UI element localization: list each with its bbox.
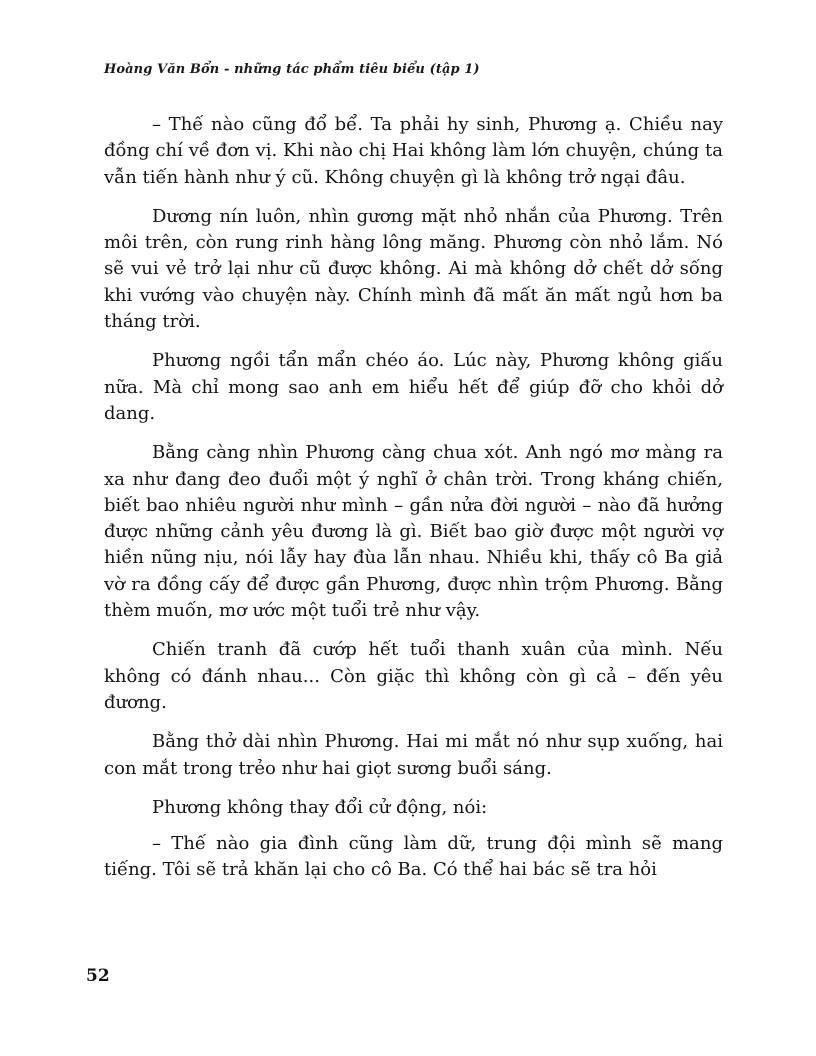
paragraph: Bằng càng nhìn Phương càng chua xót. Anh ngó mơ màng ra xa như đang đeo đuổi một ý nghĩ ở chân trời. Trong kháng chiến, biết bao nhiêu người như mình – gần nửa đời người – nào đã hưởng được những cảnh yêu đương là gì. Biết bao giờ được một người vợ hiền nũng nịu, nói lẫy hay đùa lẫn nhau. Nhiều khi, thấy cô Ba giả vờ ra đồng cấy để được gần Phương, được nhìn trộm Phương. Bằng thèm muốn, mơ ước một tuổi trẻ như vậy. [104, 442, 723, 622]
paragraph: – Thế nào cũng đổ bể. Ta phải hy sinh, Phương ạ. Chiều nay đồng chí về đơn vị. Khi nào chị Hai không làm lớn chuyện, chúng ta vẫn tiến hành như ý cũ. Không chuyện gì là không trở ngại đâu. [104, 114, 723, 188]
paragraph: – Thế nào gia đình cũng làm dữ, trung đội mình sẽ mang tiếng. Tôi sẽ trả khăn lại cho cô Ba. Có thể hai bác sẽ tra hỏi [104, 833, 723, 881]
body-text [104, 112, 723, 897]
paragraph: Dương nín luôn, nhìn gương mặt nhỏ nhắn của Phương. Trên môi trên, còn rung rinh hàng lông măng. Phương còn nhỏ lắm. Nó sẽ vui vẻ trở lại như cũ được không. Ai mà không dở chết dở sống khi vướng vào chuyện này. Chính mình đã mất ăn mất ngủ hơn ba tháng trời. [104, 205, 723, 333]
paragraph: Phương không thay đổi cử động, nói: [152, 796, 488, 818]
paragraph: Bằng thở dài nhìn Phương. Hai mi mắt nó như sụp xuống, hai con mắt trong trẻo như hai giọt sương buổi sáng. [104, 731, 723, 779]
paragraph: Chiến tranh đã cướp hết tuổi thanh xuân của mình. Nếu không có đánh nhau... Còn giặc thì không còn gì cả – đến yêu đương. [104, 639, 723, 713]
running-header: Hoàng Văn Bổn - những tác phẩm tiêu biểu (tập 1) [104, 62, 480, 77]
page-number: 52 [86, 966, 110, 986]
paragraph: Phương ngồi tẩn mẩn chéo áo. Lúc này, Phương không giấu nữa. Mà chỉ mong sao anh em hiểu hết để giúp đỡ cho khỏi dở dang. [104, 350, 723, 424]
